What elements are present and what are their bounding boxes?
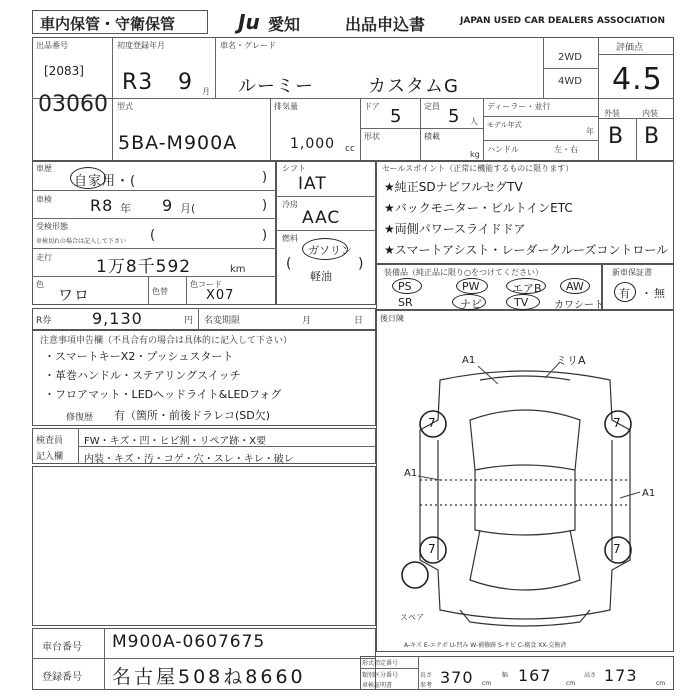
shift: IAT — [298, 174, 327, 194]
cc-unit: cc — [345, 144, 355, 154]
equip-ac: エアB — [512, 282, 542, 295]
receive-paren: ) — [262, 228, 268, 243]
equip-navi: ナビ — [460, 298, 482, 311]
color-label: 色 — [36, 280, 44, 289]
inspection-era: R8 — [90, 196, 114, 215]
transfer-day: 日 — [354, 316, 364, 326]
divider — [418, 656, 419, 690]
inspection-month: 9 — [162, 196, 174, 215]
note-item: ・スマートキーX2・プッシュスタート — [44, 350, 234, 363]
first-reg-month: 9 — [178, 70, 193, 95]
inspection-paren: ) — [262, 198, 268, 213]
transfer-label: 名変期限 — [204, 316, 241, 326]
interior-label: 内装 — [642, 109, 658, 118]
color-no-label: 色替 — [152, 287, 168, 296]
dealer-label: ディーラー・並行 — [487, 102, 551, 111]
chassis-number: M900A-0607675 — [112, 632, 266, 652]
shape-label: 形状 — [364, 132, 380, 141]
equip-leather: カワシート — [554, 300, 604, 311]
exterior-label: 外装 — [604, 109, 620, 118]
fuel-paren-open: ( — [286, 256, 292, 272]
length: 370 — [440, 668, 474, 687]
km-unit: km — [230, 264, 246, 275]
name-grade-label: 車名・グレード — [220, 41, 276, 50]
shift-label: シフト — [282, 164, 306, 173]
inspection-month-day: 月( — [180, 202, 196, 215]
height: 173 — [604, 666, 638, 685]
color-code: X07 — [206, 288, 235, 303]
equipment-label: 装備品（純正品に限り○をつけてください） — [384, 268, 543, 277]
model-label: 型式 — [117, 102, 133, 111]
length-label: 長さ — [420, 672, 433, 679]
yen-unit: 円 — [184, 316, 194, 326]
history-label: 車歴 — [36, 164, 52, 173]
warranty-no: 無 — [654, 287, 665, 300]
interior-grade: B — [644, 124, 661, 149]
selling-point-item: ★バックモニター・ビルトインETC — [384, 201, 573, 215]
storage-note: 車内保管・守衛保管 — [40, 15, 176, 33]
warranty-yes: 有 — [619, 287, 630, 300]
warranty-label: 新車保証書 — [612, 268, 652, 277]
lot-label: 出品番号 — [36, 41, 68, 50]
first-reg-era: R3 — [122, 70, 154, 95]
damage-mark-front: ミリA — [556, 354, 586, 367]
receive-paren-open: ( — [150, 228, 156, 243]
exterior-grade: B — [608, 124, 625, 149]
tire-rear-right: 7 — [613, 542, 622, 556]
damage-mark-front-left: A1 — [462, 355, 476, 366]
inspector-row-2: 内装・キズ・汚・コゲ・穴・スレ・キレ・破レ — [84, 454, 294, 465]
spare-label: スペア — [400, 613, 424, 622]
displacement-label: 排気量 — [274, 102, 298, 111]
ac-label: 冷房 — [282, 200, 298, 209]
tire-front-right: 7 — [613, 416, 622, 430]
height-cm: cm — [656, 680, 666, 687]
receive-sub: 車検切れの場合は記入して下さい — [36, 238, 127, 245]
history-paren: ) — [262, 170, 268, 185]
selling-point-item: ★両側パワースライドドア — [384, 222, 526, 236]
fuel-gasoline: ガソリン — [308, 244, 352, 257]
kg-unit: kg — [470, 150, 480, 159]
tire-rear-left: 7 — [428, 542, 437, 556]
model: 5BA-M900A — [118, 132, 238, 154]
handle-label: ハンドル — [487, 145, 519, 154]
logo-region: 愛知 — [268, 15, 301, 34]
drive-2wd: 2WD — [558, 52, 582, 63]
fuel-label: 燃料 — [282, 234, 298, 243]
classification-label: 類別区分番号 — [362, 672, 399, 679]
length-cm: cm — [482, 680, 492, 687]
ac: AAC — [302, 208, 341, 228]
ref-label: 参考 — [420, 682, 433, 689]
reg-cert-label: 車検証明書 — [362, 682, 393, 689]
fuel-light-oil: 軽油 — [310, 270, 332, 283]
repair-label: 修復歴 — [66, 413, 94, 423]
equip-tv: TV — [514, 296, 529, 309]
lot-number: 03060 — [38, 92, 108, 117]
color-value: ワロ — [58, 286, 91, 304]
equip-sr: SR — [398, 296, 413, 309]
divider — [360, 668, 418, 669]
drive-4wd: 4WD — [558, 76, 582, 87]
selling-point-item: ★純正SDナビフルセグTV — [384, 180, 523, 194]
ju-logo: Ju — [238, 10, 260, 34]
capacity-unit: 人 — [470, 117, 478, 126]
note-item: ・革巻ハンドル・ステアリングスイッチ — [44, 369, 241, 382]
damage-mark-right: A1 — [642, 488, 656, 499]
month-unit: 月 — [202, 87, 210, 96]
selling-points-label: セールスポイント（正常に機能するものに限ります） — [382, 164, 574, 173]
equip-ps: PS — [398, 280, 412, 293]
mileage: 1万8千592 — [96, 257, 192, 277]
first-reg-label: 初度登録年月 — [117, 41, 165, 50]
width: 167 — [518, 666, 552, 685]
plate-label: 登録番号 — [42, 672, 82, 683]
height-label: 高さ — [584, 672, 597, 679]
equip-aw: AW — [566, 280, 584, 293]
divider — [32, 658, 376, 659]
history-value: 自家用・( — [74, 174, 137, 189]
width-label: 幅 — [502, 672, 509, 679]
model-year-unit: 年 — [586, 127, 594, 136]
plate-model-label: 形式指定番号 — [362, 660, 399, 667]
inspection-label: 車検 — [36, 195, 52, 204]
chassis-label: 車台番号 — [42, 642, 82, 653]
transfer-month: 月 — [302, 316, 312, 326]
capacity-label: 定員 — [424, 102, 440, 111]
car-name: ルーミー — [238, 76, 314, 97]
fuel-paren-close: ) — [358, 256, 364, 272]
doc-title: 出品申込書 — [345, 15, 426, 34]
grade: カスタムG — [368, 76, 459, 97]
tire-front-left: 7 — [428, 416, 437, 430]
width-cm: cm — [566, 680, 576, 687]
doors: 5 — [390, 106, 403, 127]
plate-number: 名古屋508ね8660 — [112, 666, 306, 688]
sub-number: [2083] — [44, 64, 84, 78]
score-label: 評価点 — [616, 43, 644, 53]
inspector-label: 検査員 — [36, 436, 64, 446]
damage-mark-left: A1 — [404, 468, 418, 479]
notes-label: 注意事項申告欄（不具合有の場合は具体的に記入して下さい） — [40, 336, 293, 346]
damage-legend: A-キズ E-エクボ U-凹み W-補修跡 S-サビ C-腐食 XX-交換済 — [404, 642, 567, 649]
divider — [104, 628, 105, 690]
repair-value: 有（箇所・前後ドラレコ(SD欠) — [114, 409, 271, 422]
doors-label: ドア — [364, 102, 380, 111]
capacity: 5 — [448, 106, 461, 127]
equip-pw: PW — [462, 280, 480, 293]
recycle-amount: 9,130 — [92, 309, 143, 328]
note-item: ・フロアマット・LEDヘッドライト&LEDフォグ — [44, 388, 282, 401]
displacement: 1,000 — [290, 136, 336, 152]
association-name: JAPAN USED CAR DEALERS ASSOCIATION — [460, 16, 665, 26]
warranty-sep: ・ — [641, 287, 652, 300]
receive-label: 受検形態 — [36, 222, 68, 231]
inspector-label-2: 記入欄 — [36, 452, 64, 462]
selling-point-item: ★スマートアシスト・レーダークルーズコントロール — [384, 243, 669, 257]
inspector-row-1: FW・キズ・凹・ヒビ割・リペア跡・X要 — [84, 436, 267, 447]
year-unit: 年 — [120, 202, 131, 215]
handle-options: 左・右 — [554, 145, 578, 154]
score: 4.5 — [612, 62, 663, 97]
model-year-label: モデル年式 — [487, 121, 522, 129]
rear-window-label: 後日陳 — [380, 314, 404, 323]
color-code-label: 色コード — [190, 280, 222, 289]
mileage-label: 走行 — [36, 253, 52, 262]
recycle-label: R券 — [36, 316, 52, 326]
load-label: 積載 — [424, 132, 440, 141]
